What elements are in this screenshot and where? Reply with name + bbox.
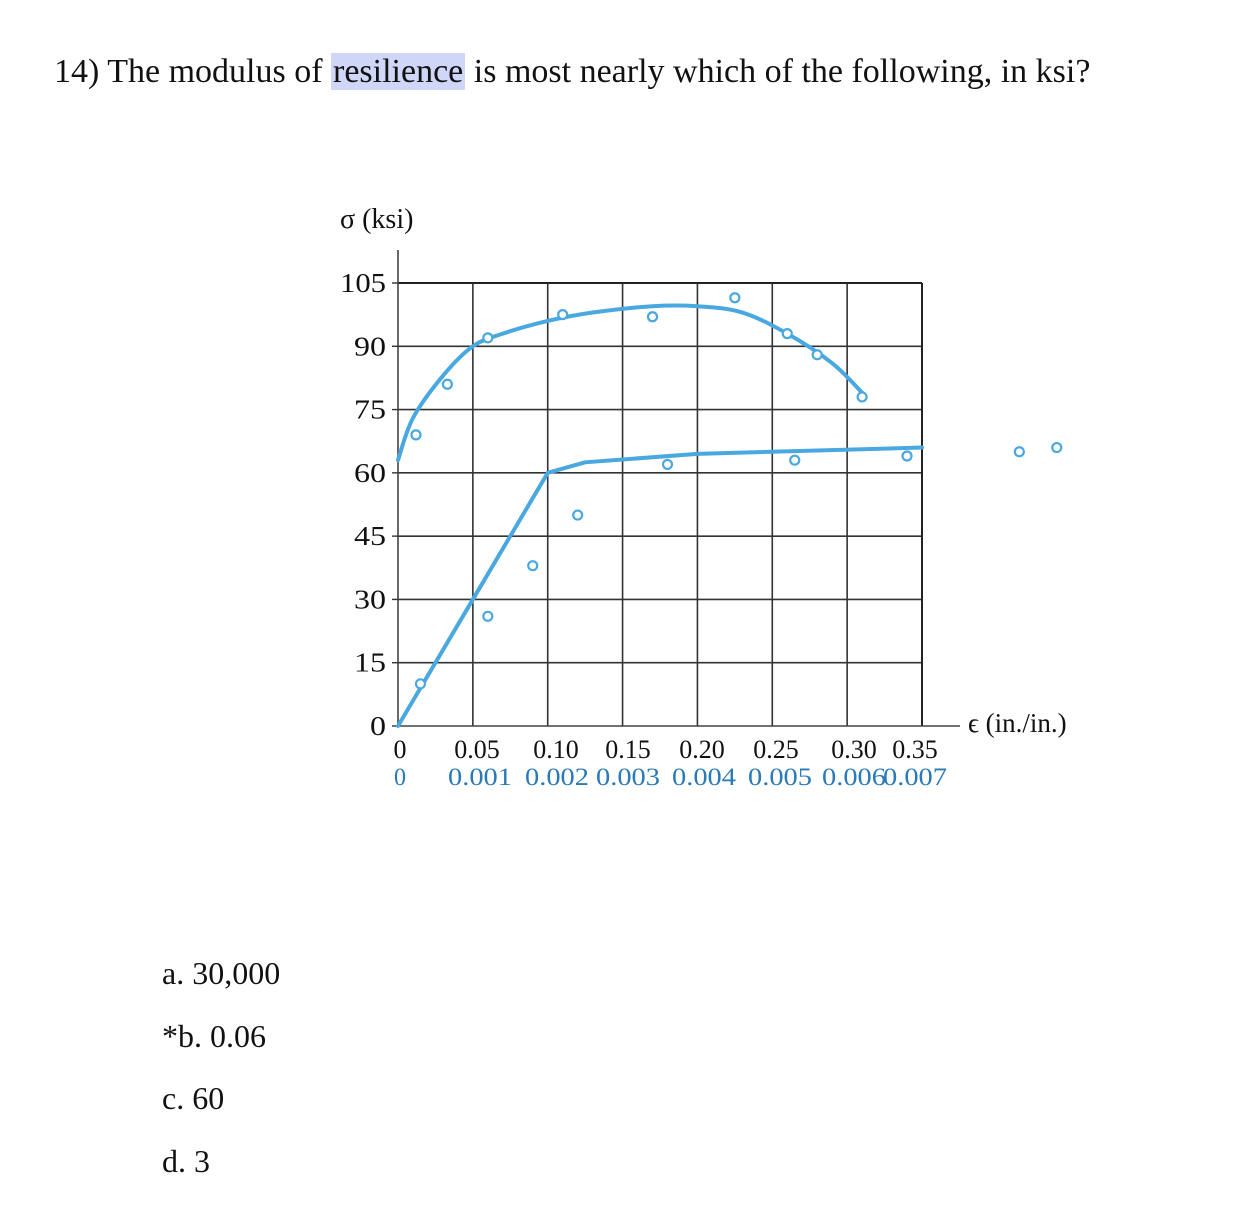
data-point-marker	[790, 456, 799, 465]
data-point-marker	[858, 392, 867, 401]
y-tick-label: 90	[354, 331, 386, 362]
stress-strain-chart	[0, 190, 1238, 830]
data-point-marker	[783, 329, 792, 338]
question-prefix: 14) The modulus of	[54, 53, 332, 90]
x-tick-label-lower: 0.002	[525, 764, 589, 791]
data-point-marker	[411, 430, 420, 439]
x-tick-label-upper: 0.35	[892, 735, 938, 764]
data-point-marker	[813, 350, 822, 359]
answer-option-b[interactable]: *b. 0.06	[162, 1017, 266, 1054]
x-tick-label-lower: 0.004	[672, 764, 737, 791]
y-tick-label: 45	[354, 521, 386, 552]
x-tick-label-lower: 0.003	[596, 764, 660, 791]
y-tick-label: 60	[354, 457, 386, 488]
x-tick-label-upper: 0.30	[831, 735, 877, 764]
x-tick-label-upper: 0.15	[605, 735, 651, 764]
data-point-marker	[648, 312, 657, 321]
data-point-marker	[903, 451, 912, 460]
data-point-marker	[558, 310, 567, 319]
y-tick-label: 75	[354, 394, 386, 425]
stress-strain-curve-2	[398, 448, 922, 726]
question-text	[54, 50, 1090, 94]
data-point-marker	[443, 380, 452, 389]
data-point-marker	[730, 293, 739, 302]
data-point-marker	[483, 333, 492, 342]
y-axis-label: σ (ksi)	[340, 204, 414, 235]
y-tick-label: 15	[354, 647, 386, 678]
x-tick-label-upper: 0.05	[454, 735, 500, 764]
answer-option-a[interactable]: a. 30,000	[162, 955, 281, 991]
data-point-marker	[573, 511, 582, 520]
data-point-marker	[528, 561, 537, 570]
data-point-marker	[1052, 443, 1061, 452]
answer-option-c[interactable]: c. 60	[162, 1080, 225, 1116]
data-point-marker	[1015, 447, 1024, 456]
stress-strain-chart-svg	[0, 190, 1238, 830]
data-point-marker	[483, 612, 492, 621]
x-tick-label-upper: 0.20	[679, 735, 725, 764]
x-tick-label-lower: 0.006	[822, 764, 886, 791]
x-tick-label-upper: 0	[393, 735, 407, 764]
answer-option-d[interactable]: d. 3	[162, 1142, 210, 1179]
question-suffix: is most nearly which of the following, in ksi?	[465, 53, 1091, 90]
x-tick-label-lower: 0.001	[448, 764, 512, 791]
x-tick-label-lower: 0.007	[883, 764, 947, 791]
y-tick-label: 30	[354, 584, 386, 615]
x-tick-label-upper: 0.25	[753, 735, 799, 764]
answer-list	[162, 942, 280, 1192]
y-tick-label: 0	[370, 711, 386, 741]
y-tick-label: 105	[340, 268, 386, 298]
x-tick-label-lower: 0.005	[748, 764, 812, 791]
data-point-marker	[416, 679, 425, 688]
x-axis-label: ϵ (in./in.)	[968, 708, 1067, 738]
data-point-marker	[663, 460, 672, 469]
highlighted-word: resilience	[333, 53, 464, 90]
x-tick-label-upper: 0.10	[533, 735, 579, 764]
stress-strain-curve-1	[398, 305, 862, 460]
x-tick-label-lower: 0	[394, 764, 406, 791]
